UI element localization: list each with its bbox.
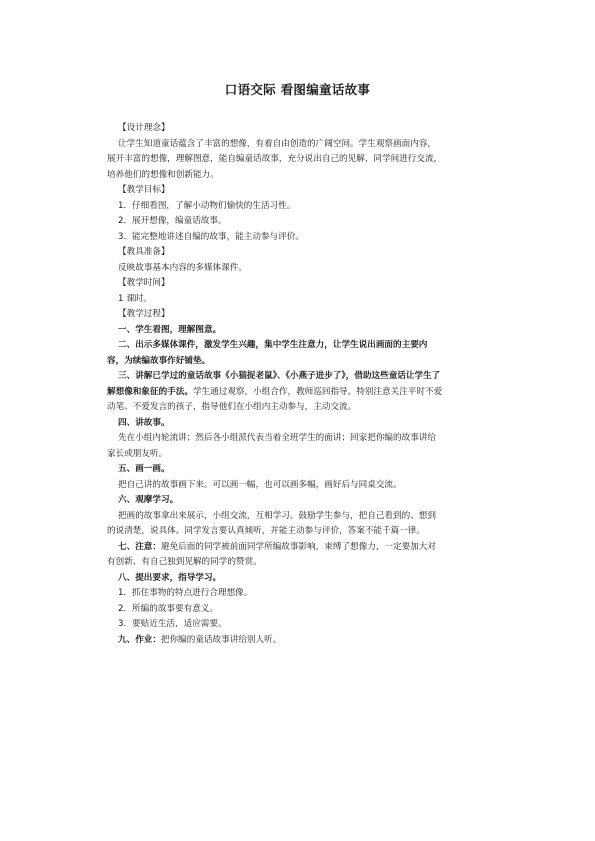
design-line: 让学生知道童话蕴含了丰富的想像，有着自由创造的广阔空间。学生观察画面内容，: [118, 138, 436, 149]
step-6-heading: [107, 493, 497, 509]
step-4-text: 四、讲故事。: [118, 417, 170, 428]
design-line: 培养他们的想像和创新能力。: [107, 169, 219, 180]
goal-item: 1．仔细看图，了解小动物们愉快的生活习性。: [118, 200, 296, 211]
step-4-heading: [107, 416, 497, 432]
step-3-line: [107, 385, 497, 401]
step-3-text: 学生通过观察，小组合作，教师巡回指导。特别注意关注平时不爱: [192, 386, 443, 397]
step-5-text: 五、画一画。: [118, 464, 170, 474]
time-heading: 【教学时间】: [118, 278, 170, 288]
goal-item: 3．能完整地讲述自编的故事，能主动参与评价。: [118, 231, 304, 242]
step-7-text: 避免后面的同学被前面同学所编故事影响，束缚了想像力，一定要加大对: [160, 541, 436, 552]
step-5-heading: [107, 462, 497, 478]
step-5-line: 把自己讲的故事画下来。可以画一幅，也可以画多幅，画好后与同桌交流。: [118, 479, 402, 490]
step-3-bold: 解想像和象征的手法。: [107, 386, 193, 397]
step-7-line: 有创新、有自己独到见解的同学的赞赏。: [107, 557, 262, 567]
step-3-line: [107, 369, 497, 385]
page-title: 口语交际 看图编童话故事: [224, 82, 371, 97]
step-4-line: 家长或朋友听。: [107, 448, 168, 459]
step-8-item: 2．所编的故事要有意义。: [118, 603, 218, 614]
step-2-line: [107, 338, 497, 354]
step-2-line: [107, 354, 497, 370]
step-3-bold: 三、讲解已学过的童话故事《小猫捉老鼠》、《小燕子进步了》，借助这些童话让学生了: [118, 371, 441, 381]
step-9-line: [107, 633, 497, 649]
step-6-line: 的说清楚，说具体。同学发言要认真倾听，并能主动参与评价，答案不能千篇一律。: [107, 526, 425, 536]
tools-heading: 【教具准备】: [118, 247, 170, 257]
step-6-line: 把画的故事拿出来展示，小组交流，互相学习。鼓励学生参与，把自己看到的、想到: [118, 510, 436, 521]
step-6-text: 六、观摩学习。: [118, 495, 179, 505]
time-text: 1 课时。: [118, 293, 152, 304]
step-8-heading: [107, 571, 497, 587]
tools-text: 反映故事基本内容的多媒体课件。: [118, 262, 247, 273]
step-2-text: 容，为续编故事作好铺垫。: [107, 355, 211, 366]
step-4-line: 先在小组内轮流讲；然后各小组派代表当着全班学生的面讲；回家把你编的故事讲给: [118, 433, 436, 443]
step-8-item: 1．抓住事物的特点进行合理想像。: [118, 588, 253, 598]
step-9-bold: 九、作业：: [118, 634, 161, 645]
step-7-bold: 七、注意：: [118, 541, 161, 552]
design-line: 展开丰富的想像，理解图意，能自编童话故事，充分说出自己的见解，同学间进行交流，: [107, 154, 443, 164]
step-1-heading: [107, 323, 497, 339]
step-1-text: 一、学生看图，理解图意。: [118, 324, 222, 335]
step-7-line: [107, 540, 497, 556]
step-8-text: 八、提出要求，指导学习。: [118, 572, 222, 583]
step-8-item: 3．要贴近生活，适应需要。: [118, 619, 227, 629]
step-2-text: 二、出示多媒体课件，激发学生兴趣，集中学生注意力，让学生说出画面的主要内: [118, 340, 428, 350]
goal-item: 2．展开想像，编童话故事。: [118, 216, 227, 226]
step-9-text: 把你编的童话故事讲给别人听。: [160, 634, 282, 645]
design-heading: 【设计理念】: [118, 123, 170, 133]
process-heading: 【教学过程】: [118, 309, 170, 319]
goals-heading: 【教学目标】: [118, 185, 170, 195]
step-3-line: 动笔、不爱发言的孩子，指导他们在小组内主动参与，主动交流。: [107, 402, 357, 412]
document-body: [107, 121, 497, 648]
